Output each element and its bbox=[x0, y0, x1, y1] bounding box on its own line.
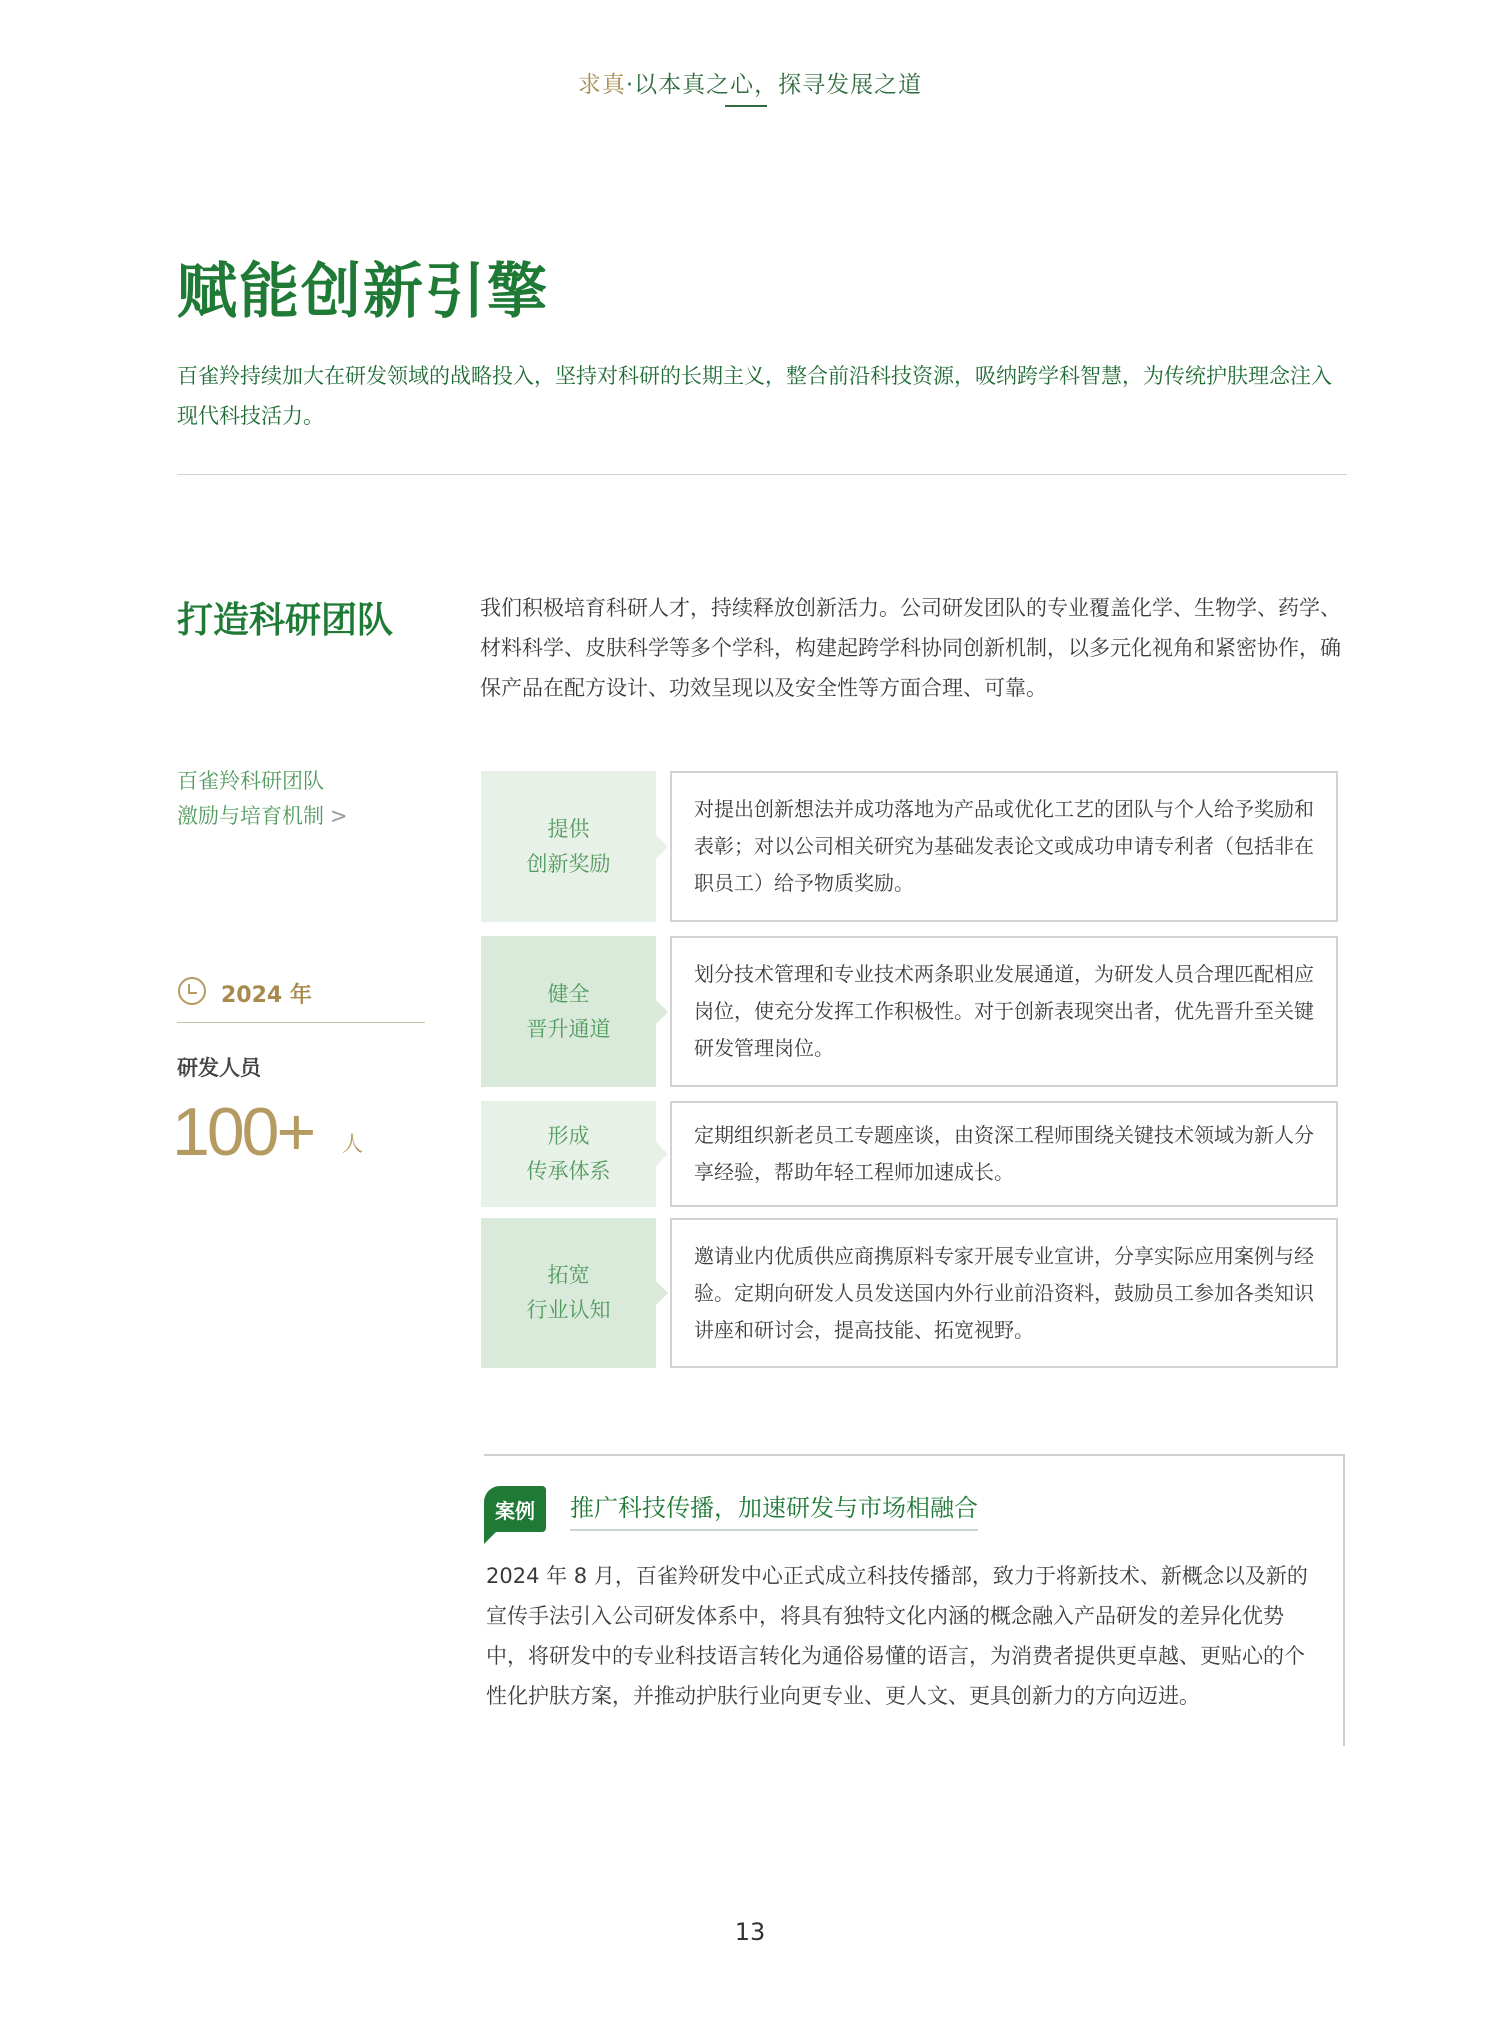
clock-icon bbox=[177, 976, 207, 1006]
mechanism-text: 划分技术管理和专业技术两条职业发展通道，为研发人员合理匹配相应岗位，使充分发挥工作积极性。对于创新表现突出者，优先晋升至关键研发管理岗位。 bbox=[694, 962, 1314, 1060]
stat-label: 研发人员 bbox=[177, 1056, 261, 1080]
running-header bbox=[0, 66, 1500, 99]
mechanism-description bbox=[670, 936, 1338, 1087]
mechanism-description bbox=[670, 1101, 1338, 1207]
mechanism-label-line2: 行业认知 bbox=[526, 1298, 611, 1322]
case-frame-top bbox=[484, 1454, 1345, 1456]
notch-arrow bbox=[656, 1000, 668, 1024]
notch-arrow bbox=[656, 835, 668, 859]
section-title: 打造科研团队 bbox=[177, 600, 394, 641]
stat-year-row bbox=[177, 972, 425, 1023]
page-number: 13 bbox=[734, 1918, 766, 1946]
mechanism-label bbox=[481, 771, 656, 922]
mechanism-label-line1: 形成 bbox=[547, 1124, 590, 1148]
case-body: 2024 年 8 月，百雀羚研发中心正式成立科技传播部，致力于将新技术、新概念以及新的宣传手法引入公司研发体系中，将具有独特文化内涵的概念融入产品研发的差异化优势中，将研发中的专业科技语言转化为通俗易懂的语言，为消费者提供更卓越、更贴心的个性化护肤方案，并推动护肤行业向更专业、更人文、更具创新力的方向迈进。 bbox=[486, 1564, 1308, 1708]
header-accent: 求真 bbox=[577, 72, 626, 98]
mechanism-label-line1: 拓宽 bbox=[547, 1263, 590, 1287]
section-body: 我们积极培育科研人才，持续释放创新活力。公司研发团队的专业覆盖化学、生物学、药学、材料科学、皮肤科学等多个学科，构建起跨学科协同创新机制，以多元化视角和紧密协作，确保产品在配方设计、功效呈现以及安全性等方面合理、可靠。 bbox=[480, 596, 1341, 700]
mechanism-label-line1: 提供 bbox=[547, 816, 590, 841]
case-frame-right bbox=[1343, 1454, 1345, 1746]
intro-paragraph: 百雀羚持续加大在研发领域的战略投入，坚持对科研的长期主义，整合前沿科技资源，吸纳跨学科智慧，为传统护肤理念注入现代科技活力。 bbox=[177, 364, 1332, 428]
mechanism-label-line2: 晋升通道 bbox=[526, 1016, 611, 1041]
mechanism-text: 邀请业内优质供应商携原料专家开展专业宣讲，分享实际应用案例与经验。定期向研发人员发送国内外行业前沿资料，鼓励员工参加各类知识讲座和研讨会，提高技能、拓宽视野。 bbox=[694, 1243, 1314, 1342]
mechanism-text: 对提出创新想法并成功落地为产品或优化工艺的团队与个人给予奖励和表彰；对以公司相关研究为基础发表论文或成功申请专利者（包括非在职员工）给予物质奖励。 bbox=[694, 797, 1314, 895]
page-title: 赋能创新引擎 bbox=[177, 257, 549, 327]
stat-unit: 人 bbox=[342, 1132, 363, 1156]
notch-arrow bbox=[656, 1142, 668, 1166]
mechanism-label bbox=[481, 1218, 656, 1368]
side-link-line2: 激励与培育机制 bbox=[177, 804, 324, 828]
notch-arrow bbox=[656, 1281, 668, 1305]
case-title: 推广科技传播，加速研发与市场相融合 bbox=[570, 1488, 978, 1531]
mechanism-label-line2: 传承体系 bbox=[526, 1159, 611, 1183]
mechanism-text: 定期组织新老员工专题座谈，由资深工程师围绕关键技术领域为新人分享经验，帮助年轻工程师加速成长。 bbox=[694, 1123, 1314, 1184]
header-rest: 以本真之心，探寻发展之道 bbox=[634, 72, 923, 98]
header-underline bbox=[725, 105, 767, 107]
case-badge: 案例 bbox=[484, 1486, 546, 1532]
mechanism-label bbox=[481, 936, 656, 1087]
mechanism-description bbox=[670, 1218, 1338, 1368]
header-separator: · bbox=[625, 72, 635, 98]
mechanism-label-line2: 创新奖励 bbox=[526, 851, 611, 876]
stat-value: 100+ bbox=[172, 1094, 314, 1170]
chevron-right-icon: > bbox=[330, 804, 348, 828]
side-link-line1: 百雀羚科研团队 bbox=[177, 769, 324, 793]
mechanism-label-line1: 健全 bbox=[547, 981, 590, 1006]
team-mechanism-link[interactable] bbox=[177, 764, 348, 834]
mechanism-description bbox=[670, 771, 1338, 922]
mechanism-label bbox=[481, 1101, 656, 1207]
section-divider bbox=[177, 474, 1347, 475]
stat-year: 2024 年 bbox=[221, 983, 312, 1008]
case-badge-tail bbox=[484, 1530, 498, 1544]
